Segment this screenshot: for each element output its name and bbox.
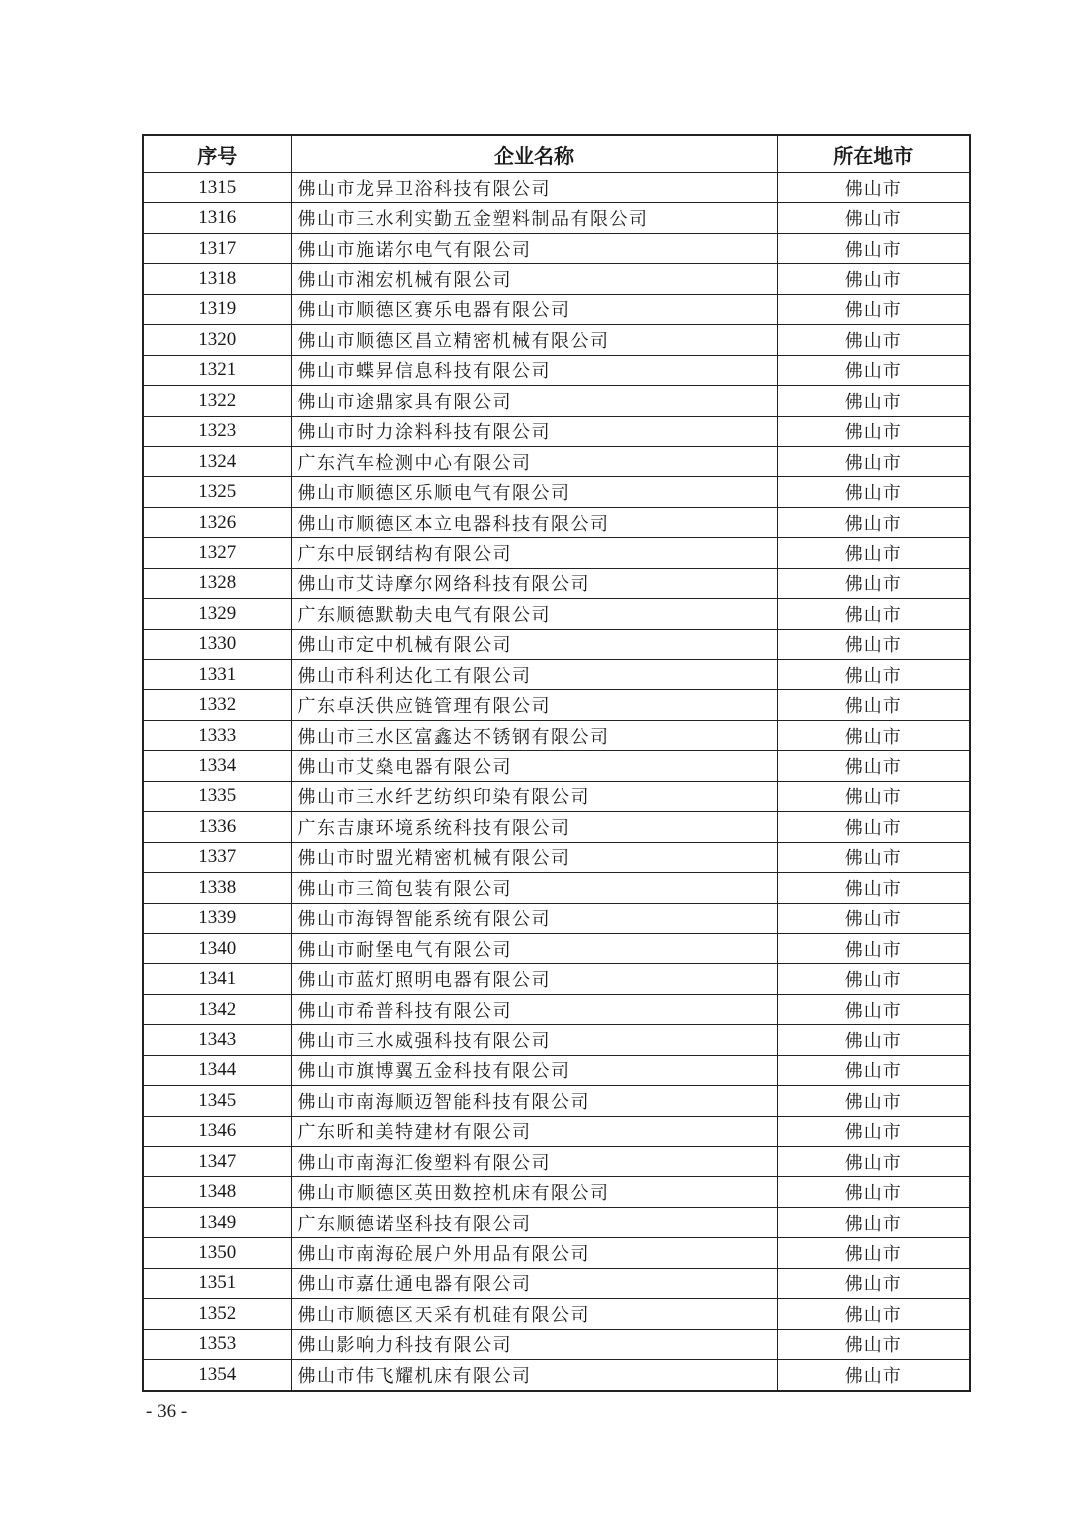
enterprise-table	[142, 134, 971, 1392]
table-row	[143, 233, 970, 263]
table-row	[143, 1207, 970, 1237]
serial-number-cell: 1336	[143, 812, 291, 842]
city-cell: 佛山市	[777, 294, 970, 324]
enterprise-name-cell: 佛山市蝶昇信息科技有限公司	[291, 355, 777, 385]
enterprise-name-cell: 广东顺德默勒夫电气有限公司	[291, 599, 777, 629]
enterprise-name-cell: 广东中辰钢结构有限公司	[291, 538, 777, 568]
serial-number-cell: 1346	[143, 1116, 291, 1146]
serial-number-cell: 1351	[143, 1268, 291, 1298]
serial-number-cell: 1318	[143, 264, 291, 294]
serial-number-cell: 1341	[143, 964, 291, 994]
serial-number-cell: 1322	[143, 386, 291, 416]
city-cell: 佛山市	[777, 903, 970, 933]
table-body	[143, 173, 970, 1391]
table-row	[143, 660, 970, 690]
city-cell: 佛山市	[777, 1025, 970, 1055]
city-cell: 佛山市	[777, 812, 970, 842]
city-cell: 佛山市	[777, 994, 970, 1024]
serial-number-cell: 1315	[143, 173, 291, 203]
serial-number-cell: 1317	[143, 233, 291, 263]
serial-number-cell: 1353	[143, 1329, 291, 1359]
enterprise-name-cell: 佛山市艾诗摩尔网络科技有限公司	[291, 568, 777, 598]
enterprise-name-cell: 佛山市南海汇俊塑料有限公司	[291, 1147, 777, 1177]
serial-number-cell: 1354	[143, 1360, 291, 1391]
city-cell: 佛山市	[777, 173, 970, 203]
table-row	[143, 1268, 970, 1298]
enterprise-name-cell: 佛山市顺德区赛乐电器有限公司	[291, 294, 777, 324]
enterprise-name-cell: 佛山市伟飞耀机床有限公司	[291, 1360, 777, 1391]
city-cell: 佛山市	[777, 446, 970, 476]
table-row	[143, 1116, 970, 1146]
table-row	[143, 386, 970, 416]
serial-number-cell: 1325	[143, 477, 291, 507]
serial-number-cell: 1331	[143, 660, 291, 690]
enterprise-name-cell: 佛山市南海顺迈智能科技有限公司	[291, 1086, 777, 1116]
city-cell: 佛山市	[777, 233, 970, 263]
table-row	[143, 1147, 970, 1177]
table-row	[143, 1086, 970, 1116]
enterprise-name-cell: 佛山市顺德区乐顺电气有限公司	[291, 477, 777, 507]
table-row	[143, 690, 970, 720]
table-row	[143, 203, 970, 233]
enterprise-name-cell: 佛山市三水纤艺纺织印染有限公司	[291, 781, 777, 811]
city-cell: 佛山市	[777, 781, 970, 811]
serial-number-cell: 1323	[143, 416, 291, 446]
table-row	[143, 873, 970, 903]
serial-number-cell: 1324	[143, 446, 291, 476]
table-row	[143, 629, 970, 659]
enterprise-name-cell: 佛山市途鼎家具有限公司	[291, 386, 777, 416]
enterprise-name-cell: 广东汽车检测中心有限公司	[291, 446, 777, 476]
table-row	[143, 1177, 970, 1207]
serial-number-cell: 1349	[143, 1207, 291, 1237]
serial-number-cell: 1337	[143, 842, 291, 872]
table-row	[143, 446, 970, 476]
serial-number-cell: 1345	[143, 1086, 291, 1116]
table-row	[143, 173, 970, 203]
serial-number-cell: 1338	[143, 873, 291, 903]
table-row	[143, 568, 970, 598]
enterprise-name-cell: 佛山市艾燊电器有限公司	[291, 751, 777, 781]
table-row	[143, 538, 970, 568]
enterprise-name-cell: 佛山市三水威强科技有限公司	[291, 1025, 777, 1055]
city-cell: 佛山市	[777, 1360, 970, 1391]
header-city: 所在地市	[777, 135, 970, 173]
city-cell: 佛山市	[777, 660, 970, 690]
table-row	[143, 994, 970, 1024]
enterprise-name-cell: 广东吉康环境系统科技有限公司	[291, 812, 777, 842]
city-cell: 佛山市	[777, 386, 970, 416]
table-row	[143, 1025, 970, 1055]
serial-number-cell: 1334	[143, 751, 291, 781]
serial-number-cell: 1339	[143, 903, 291, 933]
enterprise-name-cell: 佛山市龙异卫浴科技有限公司	[291, 173, 777, 203]
enterprise-name-cell: 佛山市南海砼展户外用品有限公司	[291, 1238, 777, 1268]
serial-number-cell: 1342	[143, 994, 291, 1024]
city-cell: 佛山市	[777, 355, 970, 385]
table-row	[143, 1360, 970, 1391]
city-cell: 佛山市	[777, 203, 970, 233]
serial-number-cell: 1328	[143, 568, 291, 598]
serial-number-cell: 1327	[143, 538, 291, 568]
serial-number-cell: 1350	[143, 1238, 291, 1268]
enterprise-name-cell: 佛山市顺德区英田数控机床有限公司	[291, 1177, 777, 1207]
city-cell: 佛山市	[777, 1116, 970, 1146]
table-header-row	[143, 135, 970, 173]
serial-number-cell: 1347	[143, 1147, 291, 1177]
city-cell: 佛山市	[777, 873, 970, 903]
page-number: - 36 -	[146, 1401, 188, 1422]
enterprise-name-cell: 佛山市顺德区本立电器科技有限公司	[291, 507, 777, 537]
city-cell: 佛山市	[777, 751, 970, 781]
serial-number-cell: 1352	[143, 1299, 291, 1329]
enterprise-name-cell: 佛山市三水区富鑫达不锈钢有限公司	[291, 720, 777, 750]
city-cell: 佛山市	[777, 507, 970, 537]
table-row	[143, 477, 970, 507]
city-cell: 佛山市	[777, 933, 970, 963]
enterprise-name-cell: 佛山影响力科技有限公司	[291, 1329, 777, 1359]
city-cell: 佛山市	[777, 325, 970, 355]
enterprise-name-cell: 佛山市施诺尔电气有限公司	[291, 233, 777, 263]
city-cell: 佛山市	[777, 1207, 970, 1237]
enterprise-name-cell: 佛山市三简包装有限公司	[291, 873, 777, 903]
enterprise-name-cell: 佛山市耐堡电气有限公司	[291, 933, 777, 963]
table-row	[143, 599, 970, 629]
city-cell: 佛山市	[777, 1086, 970, 1116]
serial-number-cell: 1343	[143, 1025, 291, 1055]
city-cell: 佛山市	[777, 568, 970, 598]
enterprise-name-cell: 佛山市科利达化工有限公司	[291, 660, 777, 690]
city-cell: 佛山市	[777, 1147, 970, 1177]
enterprise-name-cell: 佛山市湘宏机械有限公司	[291, 264, 777, 294]
table-row	[143, 812, 970, 842]
table-row	[143, 325, 970, 355]
serial-number-cell: 1320	[143, 325, 291, 355]
table-row	[143, 416, 970, 446]
enterprise-name-cell: 佛山市嘉仕通电器有限公司	[291, 1268, 777, 1298]
city-cell: 佛山市	[777, 690, 970, 720]
table-row	[143, 507, 970, 537]
enterprise-name-cell: 佛山市定中机械有限公司	[291, 629, 777, 659]
city-cell: 佛山市	[777, 477, 970, 507]
serial-number-cell: 1344	[143, 1055, 291, 1085]
enterprise-name-cell: 佛山市蓝灯照明电器有限公司	[291, 964, 777, 994]
enterprise-name-cell: 佛山市顺德区天采有机硅有限公司	[291, 1299, 777, 1329]
table-row	[143, 720, 970, 750]
table-row	[143, 1329, 970, 1359]
header-serial-number: 序号	[143, 135, 291, 173]
table-row	[143, 903, 970, 933]
city-cell: 佛山市	[777, 1329, 970, 1359]
city-cell: 佛山市	[777, 264, 970, 294]
serial-number-cell: 1332	[143, 690, 291, 720]
table-row	[143, 1299, 970, 1329]
city-cell: 佛山市	[777, 1238, 970, 1268]
city-cell: 佛山市	[777, 842, 970, 872]
serial-number-cell: 1316	[143, 203, 291, 233]
city-cell: 佛山市	[777, 1055, 970, 1085]
city-cell: 佛山市	[777, 964, 970, 994]
serial-number-cell: 1340	[143, 933, 291, 963]
serial-number-cell: 1329	[143, 599, 291, 629]
city-cell: 佛山市	[777, 416, 970, 446]
enterprise-name-cell: 广东顺德诺坚科技有限公司	[291, 1207, 777, 1237]
enterprise-name-cell: 佛山市海锝智能系统有限公司	[291, 903, 777, 933]
serial-number-cell: 1319	[143, 294, 291, 324]
serial-number-cell: 1348	[143, 1177, 291, 1207]
enterprise-name-cell: 广东昕和美特建材有限公司	[291, 1116, 777, 1146]
enterprise-name-cell: 佛山市时力涂料科技有限公司	[291, 416, 777, 446]
city-cell: 佛山市	[777, 1177, 970, 1207]
serial-number-cell: 1326	[143, 507, 291, 537]
city-cell: 佛山市	[777, 1268, 970, 1298]
enterprise-name-cell: 佛山市旗博翼五金科技有限公司	[291, 1055, 777, 1085]
enterprise-name-cell: 佛山市希普科技有限公司	[291, 994, 777, 1024]
table-row	[143, 355, 970, 385]
enterprise-name-cell: 佛山市时盟光精密机械有限公司	[291, 842, 777, 872]
table-row	[143, 964, 970, 994]
serial-number-cell: 1333	[143, 720, 291, 750]
city-cell: 佛山市	[777, 538, 970, 568]
table-row	[143, 781, 970, 811]
serial-number-cell: 1321	[143, 355, 291, 385]
enterprise-name-cell: 佛山市三水利实勤五金塑料制品有限公司	[291, 203, 777, 233]
serial-number-cell: 1335	[143, 781, 291, 811]
table-row	[143, 294, 970, 324]
header-enterprise-name: 企业名称	[291, 135, 777, 173]
serial-number-cell: 1330	[143, 629, 291, 659]
city-cell: 佛山市	[777, 720, 970, 750]
table-row	[143, 842, 970, 872]
table-row	[143, 751, 970, 781]
city-cell: 佛山市	[777, 629, 970, 659]
table-row	[143, 1055, 970, 1085]
enterprise-name-cell: 广东卓沃供应链管理有限公司	[291, 690, 777, 720]
city-cell: 佛山市	[777, 599, 970, 629]
table-row	[143, 1238, 970, 1268]
table-row	[143, 264, 970, 294]
table-row	[143, 933, 970, 963]
city-cell: 佛山市	[777, 1299, 970, 1329]
enterprise-name-cell: 佛山市顺德区昌立精密机械有限公司	[291, 325, 777, 355]
